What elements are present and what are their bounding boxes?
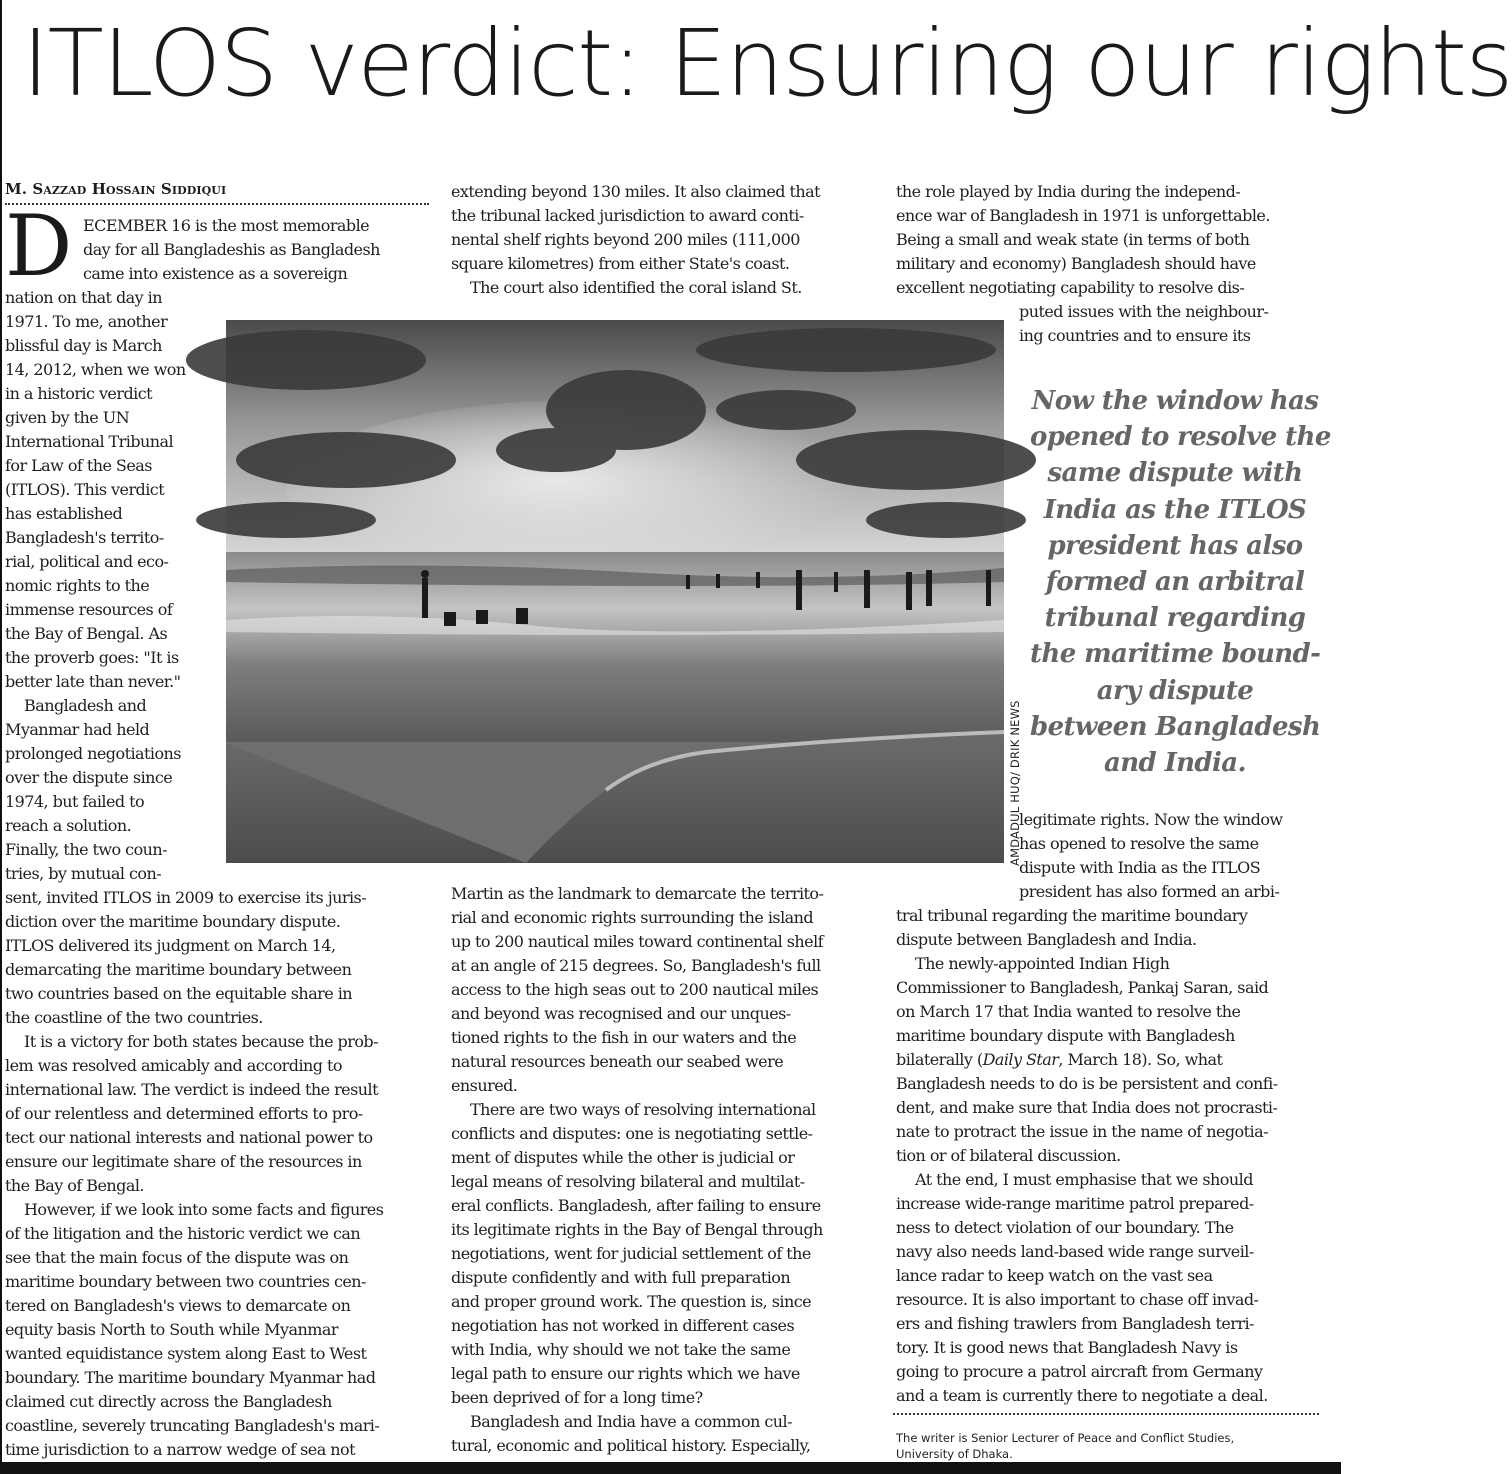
body-text-line: better late than never." xyxy=(5,672,181,691)
body-text-line: ECEMBER 16 is the most memorable xyxy=(83,216,370,235)
body-text-line: ITLOS delivered its judgment on March 14, xyxy=(5,936,336,955)
body-text-line: legal means of resolving bilateral and multilat- xyxy=(451,1172,805,1191)
page-border-bottom xyxy=(0,1462,1341,1474)
pull-quote-line: Now the window has xyxy=(1031,386,1319,416)
pull-quote-line: same dispute with xyxy=(1047,458,1303,489)
body-text-line: puted issues with the neighbour- xyxy=(1019,302,1269,321)
body-text-line: Bangladesh's territo- xyxy=(5,528,164,547)
body-text-line: dispute confidently and with full preparation xyxy=(451,1268,791,1287)
body-text-line: nental shelf rights beyond 200 miles (111,000 xyxy=(451,230,800,249)
body-text-line: wanted equidistance system along East to West xyxy=(5,1344,367,1363)
body-text-line xyxy=(896,1048,1222,1072)
body-text-line: of our relentless and determined efforts to pro- xyxy=(5,1104,363,1123)
pull-quote-line: between Bangladesh xyxy=(1030,711,1321,742)
body-text-line: Myanmar had held xyxy=(5,720,150,739)
body-text-line: came into existence as a sovereign xyxy=(83,264,348,283)
text-run: bilaterally ( xyxy=(896,1050,983,1069)
body-text-line: president has also formed an arbi- xyxy=(1019,882,1280,901)
body-text-line: dispute with India as the ITLOS xyxy=(1019,858,1261,877)
body-text-line: with India, why should we not take the same xyxy=(451,1340,791,1359)
body-text-line xyxy=(896,1120,1268,1144)
body-text-line: reach a solution. xyxy=(5,816,132,835)
body-text-line: time jurisdiction to a narrow wedge of sea not xyxy=(5,1440,355,1459)
body-text-line: its legitimate rights in the Bay of Bengal through xyxy=(451,1220,823,1239)
text-run: resource. It is also important to chase off invad- xyxy=(896,1290,1259,1309)
body-text-line xyxy=(896,1384,1268,1408)
text-run: At the end, I must emphasise that we should xyxy=(915,1170,1253,1189)
body-text-line: ensure our legitimate share of the resources in xyxy=(5,1152,362,1171)
body-text-line: tural, economic and political history. Especially, xyxy=(451,1436,811,1455)
body-text-line: There are two ways of resolving international xyxy=(470,1100,816,1119)
byline: M. Sazzad Hossain Siddiqui xyxy=(5,180,227,198)
body-text-line: (ITLOS). This verdict xyxy=(5,480,165,499)
author-footnote xyxy=(896,1430,1326,1462)
body-text-line: ment of disputes while the other is judicial or xyxy=(451,1148,795,1167)
body-text-line: legal path to ensure our rights which we have xyxy=(451,1364,800,1383)
pull-quote xyxy=(1030,383,1331,781)
body-text-line: conflicts and disputes: one is negotiating settle- xyxy=(451,1124,813,1143)
body-text-line: demarcating the maritime boundary between xyxy=(5,960,352,979)
body-text-line: see that the main focus of the dispute was on xyxy=(5,1248,349,1267)
headline: ITLOS verdict: Ensuring our rights xyxy=(22,10,1512,117)
text-run: on March 17 that India wanted to resolve the xyxy=(896,1002,1241,1021)
body-text-line: of the litigation and the historic verdict we can xyxy=(5,1224,361,1243)
body-text-line xyxy=(896,1240,1254,1264)
body-text-line: tioned rights to the fish in our waters and the xyxy=(451,1028,797,1047)
body-text-line: tect our national interests and national power to xyxy=(5,1128,373,1147)
body-text-line: the Bay of Bengal. xyxy=(5,1176,144,1195)
body-text-line: legitimate rights. Now the window xyxy=(1019,810,1283,829)
body-text-line: immense resources of xyxy=(5,600,173,619)
body-text-line: international law. The verdict is indeed the result xyxy=(5,1080,378,1099)
body-text-line: claimed cut directly across the Bangladesh xyxy=(5,1392,332,1411)
body-text-line: excellent negotiating capability to resolve dis- xyxy=(896,278,1245,297)
body-text-line: given by the UN xyxy=(5,408,130,427)
text-run: lance radar to keep watch on the vast sea xyxy=(896,1266,1213,1285)
text-run: navy also needs land-based wide range surveil- xyxy=(896,1242,1254,1261)
pull-quote-line: tribunal regarding xyxy=(1044,603,1306,634)
text-run: tory. It is good news that Bangladesh Navy is xyxy=(896,1338,1238,1357)
body-text-line: up to 200 nautical miles toward continental shelf xyxy=(451,932,824,951)
text-run: tion or of bilateral discussion. xyxy=(896,1146,1121,1165)
body-text-line: lem was resolved amicably and according to xyxy=(5,1056,342,1075)
body-text-line xyxy=(896,1096,1277,1120)
text-run: increase wide-range maritime patrol prepared- xyxy=(896,1194,1254,1213)
body-text-line: It is a victory for both states because the prob- xyxy=(24,1032,378,1051)
body-text-line: nation on that day in xyxy=(5,288,163,307)
body-text-line: and beyond was recognised and our unques- xyxy=(451,1004,791,1023)
body-text-line: for Law of the Seas xyxy=(5,456,152,475)
body-text-line: 1974, but failed to xyxy=(5,792,145,811)
body-text-line: However, if we look into some facts and figures xyxy=(24,1200,384,1219)
pull-quote-line: ary dispute xyxy=(1096,675,1254,706)
body-text-line: ensured. xyxy=(451,1076,518,1095)
body-text-line xyxy=(896,1336,1238,1360)
body-text-line: has opened to resolve the same xyxy=(1019,834,1259,853)
footnote-line: University of Dhaka. xyxy=(896,1447,1013,1461)
pull-quote-line: the maritime bound- xyxy=(1030,639,1321,670)
body-text-line: over the dispute since xyxy=(5,768,173,787)
body-text-line: The court also identified the coral island St. xyxy=(470,278,802,297)
body-text-line: ing countries and to ensure its xyxy=(1019,326,1251,345)
pull-quote-line: India as the ITLOS xyxy=(1043,494,1307,525)
pull-quote-line: formed an arbitral xyxy=(1045,566,1305,597)
text-run: , March 18). So, what xyxy=(1058,1050,1223,1069)
body-text-line: blissful day is March xyxy=(5,336,162,355)
newspaper-title: Daily Star xyxy=(982,1050,1059,1069)
body-text-line: tered on Bangladesh's views to demarcate on xyxy=(5,1296,351,1315)
body-text-line: negotiations, went for judicial settlement of the xyxy=(451,1244,811,1263)
body-text-line: rial and economic rights surrounding the island xyxy=(451,908,814,927)
body-text-line: the Bay of Bengal. As xyxy=(5,624,168,643)
body-text-line: prolonged negotiations xyxy=(5,744,181,763)
body-text-line xyxy=(896,1264,1213,1288)
body-text-line xyxy=(896,1216,1234,1240)
body-text-line: eral conflicts. Bangladesh, after failing to ensure xyxy=(451,1196,821,1215)
body-text-line: day for all Bangladeshis as Bangladesh xyxy=(83,240,380,259)
body-text-line: two countries based on the equitable share in xyxy=(5,984,353,1003)
body-text-line xyxy=(896,976,1268,1000)
text-run: going to procure a patrol aircraft from Germany xyxy=(896,1362,1263,1381)
photo-credit: AMDADUL HUQ/ DRIK NEWS xyxy=(1008,700,1022,866)
body-text-line: maritime boundary between two countries cen- xyxy=(5,1272,366,1291)
text-run: dent, and make sure that India does not procrasti- xyxy=(896,1098,1278,1117)
body-text-line: the tribunal lacked jurisdiction to award conti- xyxy=(451,206,804,225)
body-text-line xyxy=(915,952,1169,976)
body-text-line: and proper ground work. The question is, since xyxy=(451,1292,812,1311)
body-text-line xyxy=(896,1288,1258,1312)
body-text-line: Being a small and weak state (in terms of both xyxy=(896,230,1250,249)
body-text-line: negotiation has not worked in different cases xyxy=(451,1316,795,1335)
body-text-line xyxy=(915,1168,1253,1192)
body-text-line xyxy=(896,1072,1278,1096)
body-text-line: International Tribunal xyxy=(5,432,174,451)
pull-quote-line: president has also xyxy=(1047,530,1303,561)
text-run: ers and fishing trawlers from Bangladesh terri- xyxy=(896,1314,1254,1333)
body-text-line: in a historic verdict xyxy=(5,384,152,403)
drop-cap: D xyxy=(5,197,73,295)
body-text-line: nomic rights to the xyxy=(5,576,150,595)
body-text-line: Martin as the landmark to demarcate the territo- xyxy=(451,884,824,903)
pull-quote-line: and India. xyxy=(1103,747,1246,778)
body-text-line: square kilometres) from either State's coast. xyxy=(451,254,790,273)
text-run: The newly-appointed Indian High xyxy=(915,954,1170,973)
body-text-line: tries, by mutual con- xyxy=(5,864,162,883)
body-text-line: extending beyond 130 miles. It also claimed that xyxy=(451,182,821,201)
body-text-line: sent, invited ITLOS in 2009 to exercise its juris- xyxy=(5,888,367,907)
body-text-line: 14, 2012, when we won xyxy=(5,360,186,379)
body-text-line: Bangladesh and xyxy=(24,696,147,715)
body-text-line xyxy=(896,904,1247,928)
body-text-line: ence war of Bangladesh in 1971 is unforgettable. xyxy=(896,206,1270,225)
pull-quote-line: opened to resolve the xyxy=(1030,422,1331,453)
body-text-line: Bangladesh and India have a common cul- xyxy=(470,1412,792,1431)
text-run: and a team is currently there to negotiate a deal. xyxy=(896,1386,1268,1405)
body-text-line: rial, political and eco- xyxy=(5,552,169,571)
page-border-left xyxy=(0,0,2,1474)
body-text-line: equity basis North to South while Myanmar xyxy=(5,1320,338,1339)
body-text-line: access to the high seas out to 200 nautical miles xyxy=(451,980,819,999)
footnote-divider xyxy=(893,1413,1319,1415)
body-text-line: been deprived of for a long time? xyxy=(451,1388,703,1407)
text-run: nate to protract the issue in the name of negotia- xyxy=(896,1122,1268,1141)
body-text-line: boundary. The maritime boundary Myanmar had xyxy=(5,1368,376,1387)
text-run: ness to detect violation of our boundary. The xyxy=(896,1218,1234,1237)
body-text-line: diction over the maritime boundary dispute. xyxy=(5,912,341,931)
body-text-line xyxy=(896,1024,1235,1048)
text-run: maritime boundary dispute with Bangladesh xyxy=(896,1026,1235,1045)
body-text-line: Finally, the two coun- xyxy=(5,840,168,859)
body-text-line: military and economy) Bangladesh should have xyxy=(896,254,1256,273)
footnote-line: The writer is Senior Lecturer of Peace and Conflict Studies, xyxy=(896,1431,1235,1445)
text-run: Bangladesh needs to do is be persistent and confi- xyxy=(896,1074,1278,1093)
body-text-line: 1971. To me, another xyxy=(5,312,168,331)
body-text-line: natural resources beneath our seabed were xyxy=(451,1052,784,1071)
body-text-line: the proverb goes: "It is xyxy=(5,648,179,667)
text-run: Commissioner to Bangladesh, Pankaj Saran, said xyxy=(896,978,1269,997)
body-text-line: at an angle of 215 degrees. So, Bangladesh's full xyxy=(451,956,821,975)
body-text-line: coastline, severely truncating Bangladesh's mari- xyxy=(5,1416,380,1435)
text-run: tral tribunal regarding the maritime boundary xyxy=(896,906,1248,925)
body-text-line xyxy=(896,1312,1254,1336)
body-text-line xyxy=(896,1000,1240,1024)
body-text-line xyxy=(896,1360,1263,1384)
body-text-line xyxy=(896,928,1197,952)
body-text-line: has established xyxy=(5,504,123,523)
body-text-line xyxy=(896,1192,1254,1216)
text-run: dispute between Bangladesh and India. xyxy=(896,930,1197,949)
body-text-line xyxy=(896,1144,1121,1168)
body-text-line: the role played by India during the independ- xyxy=(896,182,1241,201)
beach-photo xyxy=(226,320,1004,863)
body-text-line: the coastline of the two countries. xyxy=(5,1008,263,1027)
